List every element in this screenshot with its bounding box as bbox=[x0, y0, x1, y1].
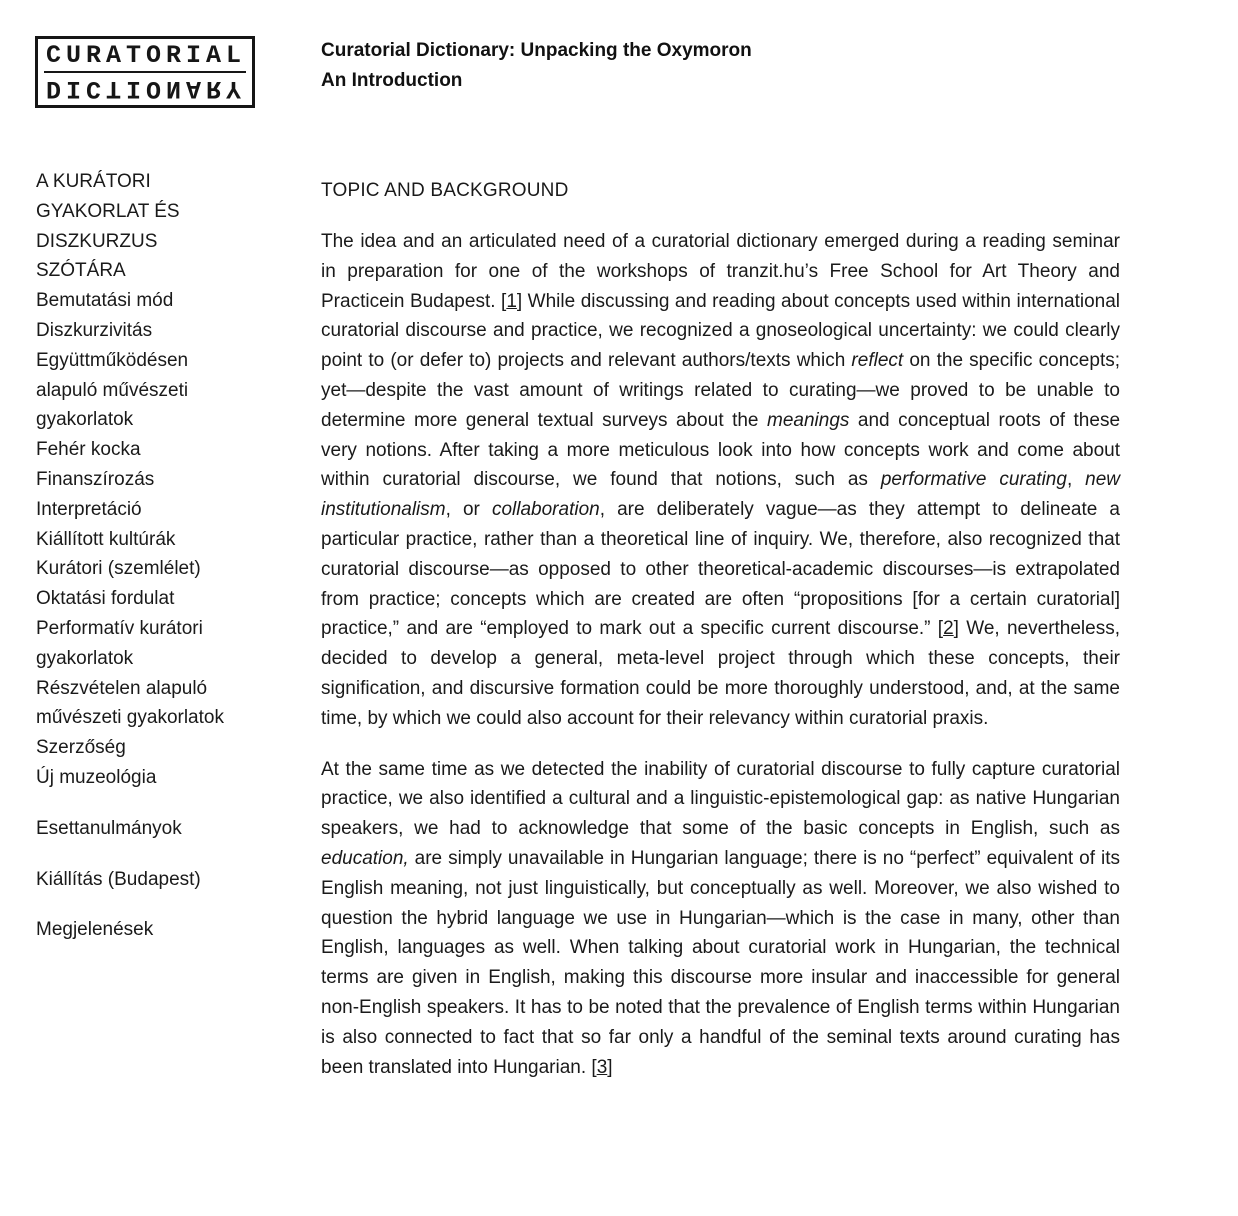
sidebar-term-link[interactable]: Kiállított kultúrák bbox=[36, 528, 176, 550]
site-logo[interactable] bbox=[35, 36, 255, 108]
paragraph bbox=[321, 755, 1120, 1083]
article bbox=[321, 176, 1120, 1082]
article-title-line1: Curatorial Dictionary: Unpacking the Oxymoron bbox=[321, 40, 752, 61]
text-run: , are deliberately vague—as they attempt to delineate a particular practice, rather than a theoretical line of inquiry. We, therefore, also recognized that curatorial discourse—as opposed to other theoretical-academic discourses—is extrapolated from practice; concepts which are created are often “propositions [for a certain curatorial] practice,” and are “employed to mark out a specific current discourse.” [ bbox=[321, 499, 1120, 640]
text-run: ] While discussing and reading about concepts used within international curatorial discourse and practice, we recognized a gnoseological uncertainty: we could clearly point to (or defer to) projects and relevant authors/texts which bbox=[321, 290, 1121, 372]
sidebar-term-link[interactable]: Performatív kurátori gyakorlatok bbox=[36, 617, 203, 669]
sidebar-term-link[interactable]: Együttműködésen alapuló művészeti gyakorlatok bbox=[36, 349, 189, 431]
text-run: and conceptual roots of these very notions. After taking a more meticulous look into how concepts work and come about within curatorial discourse, we found that notions, such as bbox=[321, 409, 1121, 491]
text-run: At the same time as we detected the inability of curatorial discourse to fully capture curatorial practice, we also identified a cultural and a linguistic-epistemological gap: as native Hungarian speakers, we had to acknowledge that some of the basic concepts in English, such as bbox=[321, 758, 1120, 840]
sidebar-dictionary-title-link[interactable]: A KURÁTORI GYAKORLAT ÉS DISZKURZUS SZÓTÁRA bbox=[36, 171, 180, 282]
italic-text: education, bbox=[321, 847, 409, 869]
paragraph bbox=[321, 227, 1120, 734]
sidebar-term-link[interactable]: Fehér kocka bbox=[36, 439, 141, 461]
italic-text: new institutionalism bbox=[321, 469, 1120, 521]
page-title bbox=[321, 36, 752, 96]
text-run: , or bbox=[445, 499, 492, 521]
sidebar-term-link[interactable]: Interpretáció bbox=[36, 498, 142, 520]
italic-text: meanings bbox=[767, 409, 850, 431]
text-run: ] bbox=[607, 1056, 613, 1078]
sidebar-term-link[interactable]: Oktatási fordulat bbox=[36, 588, 175, 610]
article-title-line2: An Introduction bbox=[321, 70, 463, 91]
sidebar-term-link[interactable]: Bemutatási mód bbox=[36, 290, 174, 312]
italic-text: reflect bbox=[851, 350, 904, 372]
sidebar-section-link[interactable]: Kiállítás (Budapest) bbox=[36, 868, 201, 890]
sidebar-sections bbox=[36, 814, 251, 945]
footnote-link[interactable]: 2 bbox=[943, 618, 954, 640]
sidebar-nav bbox=[36, 167, 251, 945]
footnote-link[interactable]: 3 bbox=[596, 1056, 608, 1078]
sidebar-terms bbox=[36, 286, 251, 793]
text-run: , bbox=[1066, 469, 1086, 491]
italic-text: collaboration bbox=[491, 499, 600, 521]
logo-text-curatorial: CURATORIAL bbox=[44, 40, 246, 73]
sidebar-section-link[interactable]: Esettanulmányok bbox=[36, 817, 182, 839]
sidebar-term-link[interactable]: Diszkurzivitás bbox=[36, 319, 153, 341]
sidebar-term-link[interactable]: Kurátori (szemlélet) bbox=[36, 558, 201, 580]
sidebar-term-link[interactable]: Finanszírozás bbox=[36, 468, 155, 490]
text-run: ] We, nevertheless, decided to develop a general, meta-level project through which these concepts, their signification, and discursive formation could be more thoroughly understood, and, at the same time, by which we could also account for their relevancy within curatorial praxis. bbox=[321, 618, 1121, 729]
sidebar-term-link[interactable]: Szerzőség bbox=[36, 737, 126, 759]
sidebar-term-link[interactable]: Részvételen alapuló művészeti gyakorlatok bbox=[36, 677, 224, 729]
article-body bbox=[321, 227, 1120, 1082]
sidebar-term-link[interactable]: Új muzeológia bbox=[36, 766, 157, 788]
sidebar-section-link[interactable]: Megjelenések bbox=[36, 919, 154, 941]
italic-text: performative curating bbox=[880, 469, 1067, 491]
text-run: on the specific concepts; yet—despite the vast amount of writings related to curating—we proved to be unable to determine more general textual surveys about the bbox=[321, 350, 1120, 431]
text-run: are simply unavailable in Hungarian language; there is no “perfect” equivalent of its English meaning, not just linguistically, but conceptually as well. Moreover, we also wished to question the hybrid language we use in Hungarian—which is the case in many, other than English, languages as well. When talking about curatorial work in Hungarian, the technical terms are given in English, making this discourse more insular and inaccessible for general non-English speakers. It has to be noted that the prevalence of English terms within Hungarian is also connected to fact that so far only a handful of the seminal texts around curating has been translated into Hungarian. [ bbox=[321, 847, 1120, 1078]
text-run: The idea and an articulated need of a curatorial dictionary emerged during a reading seminar in preparation for one of the workshops of tranzit.hu’s Free School for Art Theory and Practicein Budapest. [ bbox=[321, 231, 1120, 312]
section-heading: TOPIC AND BACKGROUND bbox=[321, 180, 569, 201]
logo-text-dictionary-flipped: DICTIONARY bbox=[46, 74, 247, 103]
footnote-link[interactable]: 1 bbox=[506, 290, 517, 312]
